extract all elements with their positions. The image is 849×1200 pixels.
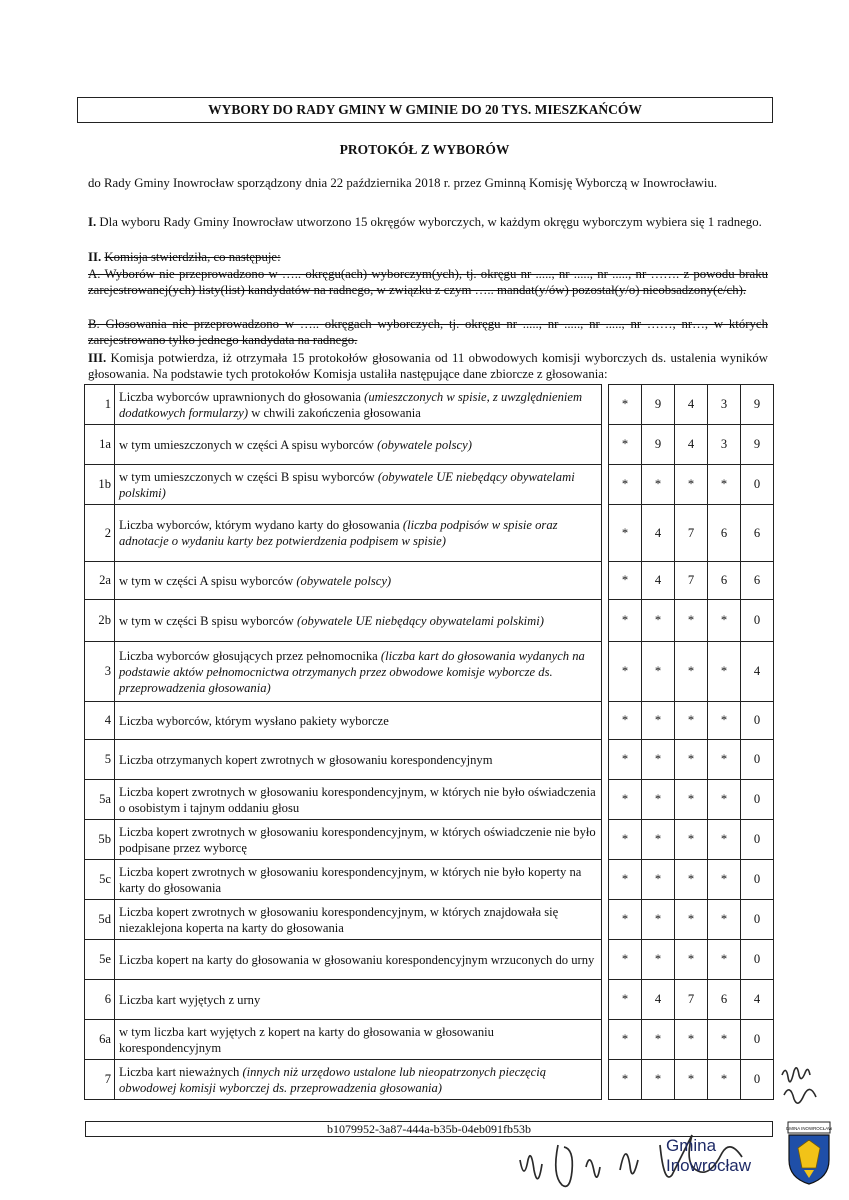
digit-cell: * <box>642 900 675 940</box>
digit-cell: 4 <box>741 980 774 1020</box>
digit-cell: * <box>708 900 741 940</box>
table-row <box>85 780 774 820</box>
section-2b: B. Głosowania nie przeprowadzono w ….. okręgach wyborczych, tj. okręgu nr ....., nr ....., nr ....., nr ……, nr…, w których zarejestrowano tylko jednego kandydata na radnego. <box>88 317 768 347</box>
table-row <box>85 940 774 980</box>
digit-cell: * <box>708 702 741 740</box>
digit-cell: 4 <box>642 505 675 562</box>
row-label-part: Liczba kopert na karty do głosowania w głosowaniu korespondencyjnym wrzuconych do urny <box>119 952 595 967</box>
row-label-part: w tym w części B spisu wyborców <box>119 613 298 628</box>
section-2-label: II. <box>88 250 102 264</box>
digit-cell: 7 <box>675 505 708 562</box>
row-label <box>115 562 602 600</box>
column-gap <box>602 740 609 780</box>
row-label-part: Liczba kopert zwrotnych w głosowaniu korespondencyjnym, w których nie było koperty na karty do głosowania <box>119 864 582 895</box>
row-label <box>115 425 602 465</box>
row-label-part: Liczba wyborców, którym wydano karty do głosowania <box>119 518 403 532</box>
row-label-part: (obywatele polscy) <box>377 437 472 452</box>
column-gap <box>602 465 609 505</box>
results-table <box>84 384 774 1100</box>
table-row <box>85 1060 774 1100</box>
digit-cell: * <box>609 940 642 980</box>
digit-cell: 6 <box>741 562 774 600</box>
column-gap <box>602 940 609 980</box>
column-gap <box>602 505 609 562</box>
row-number: 1a <box>85 425 115 465</box>
logo-line-2: Inowrocław <box>666 1156 752 1175</box>
digit-cell: * <box>708 740 741 780</box>
row-number: 2b <box>85 600 115 642</box>
digit-cell: 7 <box>675 980 708 1020</box>
digit-cell: 0 <box>741 940 774 980</box>
row-number: 7 <box>85 1060 115 1100</box>
column-gap <box>602 425 609 465</box>
section-2 <box>88 249 768 265</box>
row-label <box>115 465 602 505</box>
digit-cell: 4 <box>675 385 708 425</box>
table-row <box>85 465 774 505</box>
row-label <box>115 1020 602 1060</box>
digit-cell: * <box>642 600 675 642</box>
row-label-part: (umieszczonych w spisie, z uwzględnieniem dodatkowych formularzy) <box>119 389 583 420</box>
row-label <box>115 740 602 780</box>
digit-cell: * <box>708 465 741 505</box>
digit-cell: * <box>642 642 675 702</box>
column-gap <box>602 780 609 820</box>
row-label <box>115 600 602 642</box>
table-row <box>85 642 774 702</box>
digit-cell: * <box>609 780 642 820</box>
table-row <box>85 980 774 1020</box>
digit-cell: * <box>609 980 642 1020</box>
digit-cell: * <box>708 820 741 860</box>
digit-cell: 9 <box>741 425 774 465</box>
row-label-part: Liczba kart nieważnych <box>119 1064 243 1079</box>
digit-cell: * <box>609 385 642 425</box>
column-gap <box>602 900 609 940</box>
digit-cell: * <box>675 860 708 900</box>
digit-cell: 6 <box>741 505 774 562</box>
table-row <box>85 860 774 900</box>
logo-line-1: Gmina <box>666 1136 717 1155</box>
digit-cell: * <box>609 702 642 740</box>
column-gap <box>602 600 609 642</box>
table-row <box>85 900 774 940</box>
row-label-part: (innych niż urzędowo ustalone lub nieopatrzonych pieczęcią obwodowej komisji wyborczej ds. przeprowadzenia głosowania) <box>119 1064 547 1095</box>
row-label-part: Liczba kopert zwrotnych w głosowaniu korespondencyjnym, w których oświadczenie nie było podpisane przez wyborcę <box>119 824 596 855</box>
digit-cell: * <box>642 780 675 820</box>
digit-cell: * <box>642 820 675 860</box>
digit-cell: 4 <box>642 980 675 1020</box>
initials-signature <box>770 1055 830 1115</box>
section-3-text: Komisja potwierdza, iż otrzymała 15 protokołów głosowania od 11 obwodowych komisji wyborczych ds. ustalenia wyników głosowania. Na podstawie tych protokołów Komisja ustaliła następujące dane zbiorcze z głosowania: <box>88 351 768 381</box>
row-number: 5b <box>85 820 115 860</box>
section-1-label: I. <box>88 215 97 229</box>
digit-cell: 4 <box>741 642 774 702</box>
section-3-label: III. <box>88 351 107 365</box>
digit-cell: * <box>609 740 642 780</box>
digit-cell: * <box>675 940 708 980</box>
digit-cell: * <box>642 702 675 740</box>
row-label-part: (obywatele UE niebędący obywatelami polskimi) <box>297 613 544 628</box>
row-number: 5d <box>85 900 115 940</box>
row-label <box>115 642 602 702</box>
table-row <box>85 1020 774 1060</box>
table-row <box>85 385 774 425</box>
row-number: 1b <box>85 465 115 505</box>
row-label <box>115 505 602 562</box>
row-number: 1 <box>85 385 115 425</box>
row-label <box>115 780 602 820</box>
digit-cell: * <box>609 820 642 860</box>
document-code: b1079952-3a87-444a-b35b-04eb091fb53b <box>85 1121 773 1137</box>
digit-cell: * <box>708 600 741 642</box>
digit-cell: * <box>609 642 642 702</box>
election-header: WYBORY DO RADY GMINY W GMINIE DO 20 TYS. MIESZKAŃCÓW <box>77 97 773 123</box>
row-label-part: Liczba kart wyjętych z urny <box>119 992 261 1007</box>
section-3 <box>88 350 768 382</box>
digit-cell: * <box>675 900 708 940</box>
row-number: 4 <box>85 702 115 740</box>
column-gap <box>602 1020 609 1060</box>
digit-cell: * <box>708 1060 741 1100</box>
digit-cell: 0 <box>741 1060 774 1100</box>
row-label-part: Liczba otrzymanych kopert zwrotnych w głosowaniu korespondencyjnym <box>119 752 493 767</box>
row-label <box>115 820 602 860</box>
table-row <box>85 820 774 860</box>
row-number: 5e <box>85 940 115 980</box>
digit-cell: * <box>609 1020 642 1060</box>
digit-cell: * <box>609 1060 642 1100</box>
digit-cell: 0 <box>741 1020 774 1060</box>
section-1-text: Dla wyboru Rady Gminy Inowrocław utworzono 15 okręgów wyborczych, w każdym okręgu wyborczym wybiera się 1 radnego. <box>99 215 762 229</box>
table-row <box>85 740 774 780</box>
digit-cell: * <box>609 505 642 562</box>
digit-cell: 3 <box>708 385 741 425</box>
digit-cell: * <box>609 900 642 940</box>
digit-cell: * <box>642 940 675 980</box>
coat-of-arms-icon <box>786 1120 832 1186</box>
column-gap <box>602 1060 609 1100</box>
table-row <box>85 600 774 642</box>
digit-cell: 0 <box>741 740 774 780</box>
column-gap <box>602 980 609 1020</box>
row-label-part: Liczba wyborców głosujących przez pełnomocnika <box>119 648 381 663</box>
digit-cell: * <box>642 1020 675 1060</box>
digit-cell: * <box>642 465 675 505</box>
row-label-part: Liczba kopert zwrotnych w głosowaniu korespondencyjnym, w których nie było oświadczenia o osobistym i tajnym oddaniu głosu <box>119 784 596 815</box>
digit-cell: 6 <box>708 505 741 562</box>
digit-cell: * <box>609 562 642 600</box>
intro-paragraph: do Rady Gminy Inowrocław sporządzony dnia 22 października 2018 r. przez Gminną Komisję Wyborczą w Inowrocławiu. <box>88 176 718 190</box>
digit-cell: * <box>675 740 708 780</box>
digit-cell: 0 <box>741 600 774 642</box>
digit-cell: * <box>675 780 708 820</box>
row-label <box>115 900 602 940</box>
digit-cell: * <box>642 1060 675 1100</box>
section-2a: A. Wyborów nie przeprowadzono w ….. okręgu(ach) wyborczym(ych), tj. okręgu nr ....., nr ....., nr ....., nr ……. z powodu braku zarejestrowanej(ych) listy(list) kandydatów na radnego, w związku z czym ….. mandat(y/ów) pozostał(y/o) nieobsadzony(e/ch). <box>88 267 768 297</box>
row-label <box>115 702 602 740</box>
column-gap <box>602 642 609 702</box>
digit-cell: * <box>675 702 708 740</box>
row-number: 2 <box>85 505 115 562</box>
row-label-part: Liczba kopert zwrotnych w głosowaniu korespondencyjnym, w których znajdowała się niezaklejona koperta na karty do głosowania <box>119 904 559 935</box>
row-label-part: (liczba podpisów w spisie oraz adnotacje o wydaniu karty bez potwierdzenia podpisem w spisie) <box>119 518 558 548</box>
gmina-logo-text <box>666 1136 751 1176</box>
digit-cell: * <box>642 740 675 780</box>
digit-cell: * <box>708 1020 741 1060</box>
digit-cell: 9 <box>642 425 675 465</box>
digit-cell: * <box>675 600 708 642</box>
digit-cell: * <box>675 1020 708 1060</box>
digit-cell: * <box>675 642 708 702</box>
digit-cell: 0 <box>741 820 774 860</box>
row-number: 2a <box>85 562 115 600</box>
row-label-part: w tym w części A spisu wyborców <box>119 573 297 588</box>
digit-cell: * <box>675 465 708 505</box>
digit-cell: 0 <box>741 465 774 505</box>
column-gap <box>602 562 609 600</box>
row-label-part: Liczba wyborców, którym wysłano pakiety wyborcze <box>119 713 389 728</box>
column-gap <box>602 860 609 900</box>
row-number: 5a <box>85 780 115 820</box>
table-row <box>85 562 774 600</box>
digit-cell: 7 <box>675 562 708 600</box>
svg-text:GMINA INOWROCŁAW: GMINA INOWROCŁAW <box>786 1126 832 1131</box>
row-label <box>115 980 602 1020</box>
digit-cell: 9 <box>741 385 774 425</box>
digit-cell: 6 <box>708 980 741 1020</box>
digit-cell: * <box>708 780 741 820</box>
digit-cell: * <box>708 860 741 900</box>
digit-cell: 0 <box>741 900 774 940</box>
row-label-part: w tym umieszczonych w części B spisu wyborców <box>119 469 378 484</box>
digit-cell: * <box>609 600 642 642</box>
row-label-part: (obywatele UE niebędący obywatelami polskimi) <box>119 469 575 500</box>
row-number: 5 <box>85 740 115 780</box>
row-number: 3 <box>85 642 115 702</box>
protocol-title: PROTOKÓŁ Z WYBORÓW <box>339 142 510 157</box>
row-label-part: w chwili zakończenia głosowania <box>248 405 421 420</box>
row-label-part: (obywatele polscy) <box>296 573 392 588</box>
section-2-text: Komisja stwierdziła, co następuje: <box>104 250 281 264</box>
section-1 <box>88 214 768 230</box>
digit-cell: 4 <box>675 425 708 465</box>
table-row <box>85 505 774 562</box>
digit-cell: 0 <box>741 860 774 900</box>
row-label <box>115 1060 602 1100</box>
column-gap <box>602 385 609 425</box>
digit-cell: 4 <box>642 562 675 600</box>
row-label-part: w tym umieszczonych w części A spisu wyborców <box>119 437 378 452</box>
row-label-part: w tym liczba kart wyjętych z kopert na karty do głosowania w głosowaniu korespondencyjnym <box>119 1024 494 1055</box>
column-gap <box>602 702 609 740</box>
row-label <box>115 385 602 425</box>
digit-cell: * <box>675 1060 708 1100</box>
digit-cell: 0 <box>741 702 774 740</box>
row-number: 5c <box>85 860 115 900</box>
table-row <box>85 702 774 740</box>
digit-cell: * <box>708 940 741 980</box>
row-label <box>115 860 602 900</box>
digit-cell: * <box>609 425 642 465</box>
digit-cell: * <box>675 820 708 860</box>
row-label <box>115 940 602 980</box>
table-row <box>85 425 774 465</box>
digit-cell: 3 <box>708 425 741 465</box>
digit-cell: * <box>609 465 642 505</box>
row-label-part: Liczba wyborców uprawnionych do głosowania <box>119 389 365 404</box>
digit-cell: 0 <box>741 780 774 820</box>
row-label-part: (liczba kart do głosowania wydanych na podstawie aktów pełnomocnictwa otrzymanych przez obwodowe komisje wyborcze ds. przeprowadzenia głosowania) <box>119 648 585 695</box>
row-number: 6 <box>85 980 115 1020</box>
column-gap <box>602 820 609 860</box>
digit-cell: 6 <box>708 562 741 600</box>
row-number: 6a <box>85 1020 115 1060</box>
digit-cell: 9 <box>642 385 675 425</box>
digit-cell: * <box>609 860 642 900</box>
digit-cell: * <box>642 860 675 900</box>
digit-cell: * <box>708 642 741 702</box>
